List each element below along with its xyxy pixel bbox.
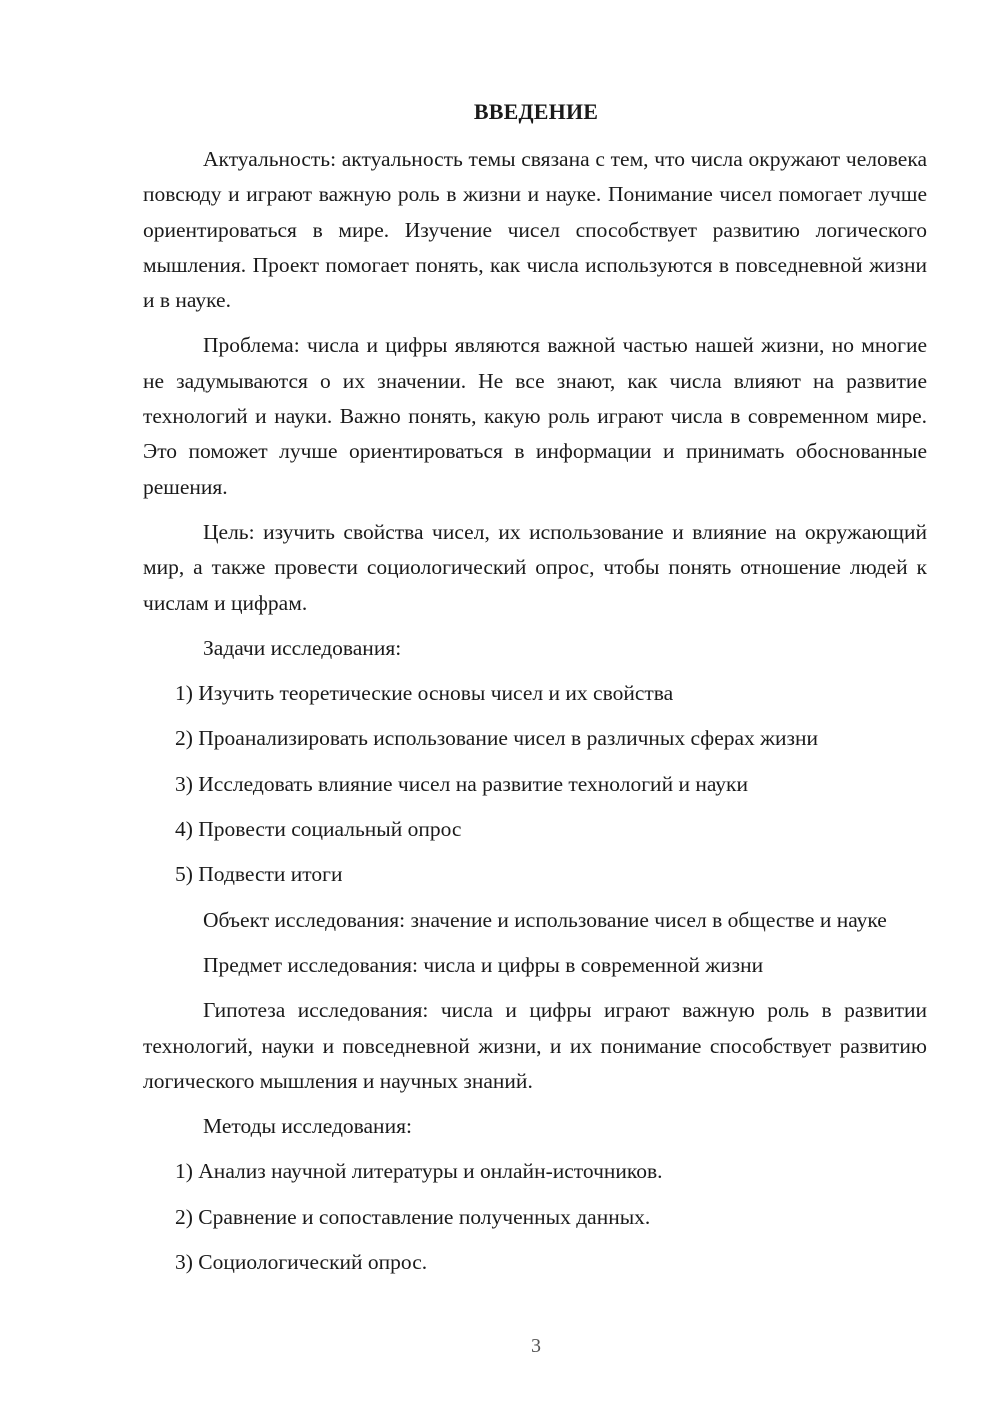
task-item: 5) Подвести итоги: [175, 862, 343, 887]
section-heading: ВВЕДЕНИЕ: [473, 99, 599, 124]
relevance-paragraph: Актуальность: актуальность темы связана с тем, что числа окружают человека повсюду и играют важную роль в жизни и науке. Понимание чисел помогает лучше ориентироваться в мире. Изучение чисел способствует развитию логического мышления. Проект помогает понять, как числа используются в повседневной жизни и в науке.: [143, 147, 927, 313]
page-number: 3: [531, 1335, 541, 1357]
problem-paragraph: Проблема: числа и цифры являются важной частью нашей жизни, но многие не задумываются о их значении. Не все знают, как числа влияют на развитие технологий и науки. Важно понять, какую роль играют числа в современном мире. Это поможет лучше ориентироваться в информации и принимать обоснованные решения.: [143, 333, 927, 499]
task-item: 3) Исследовать влияние чисел на развитие технологий и науки: [175, 771, 748, 796]
object-paragraph: Объект исследования: значение и использование чисел в обществе и науке: [203, 907, 887, 932]
method-item: 1) Анализ научной литературы и онлайн-источников.: [175, 1159, 663, 1184]
tasks-label: Задачи исследования:: [203, 635, 402, 660]
task-item: 2) Проанализировать использование чисел в различных сферах жизни: [175, 726, 819, 751]
task-item: 1) Изучить теоретические основы чисел и их свойства: [175, 681, 674, 706]
method-item: 3) Социологический опрос.: [175, 1250, 428, 1275]
method-item: 2) Сравнение и сопоставление полученных данных.: [175, 1204, 651, 1229]
body-text: [143, 142, 927, 1290]
subject-paragraph: Предмет исследования: числа и цифры в современной жизни: [203, 952, 764, 977]
hypothesis-paragraph: Гипотеза исследования: числа и цифры играют важную роль в развитии технологий, науки и повседневной жизни, и их понимание способствует развитию логического мышления и научных знаний.: [143, 998, 927, 1093]
goal-paragraph: Цель: изучить свойства чисел, их использование и влияние на окружающий мир, а также провести социологический опрос, чтобы понять отношение людей к числам и цифрам.: [143, 519, 927, 615]
task-item: 4) Провести социальный опрос: [175, 817, 462, 842]
methods-label: Методы исследования:: [203, 1114, 412, 1139]
